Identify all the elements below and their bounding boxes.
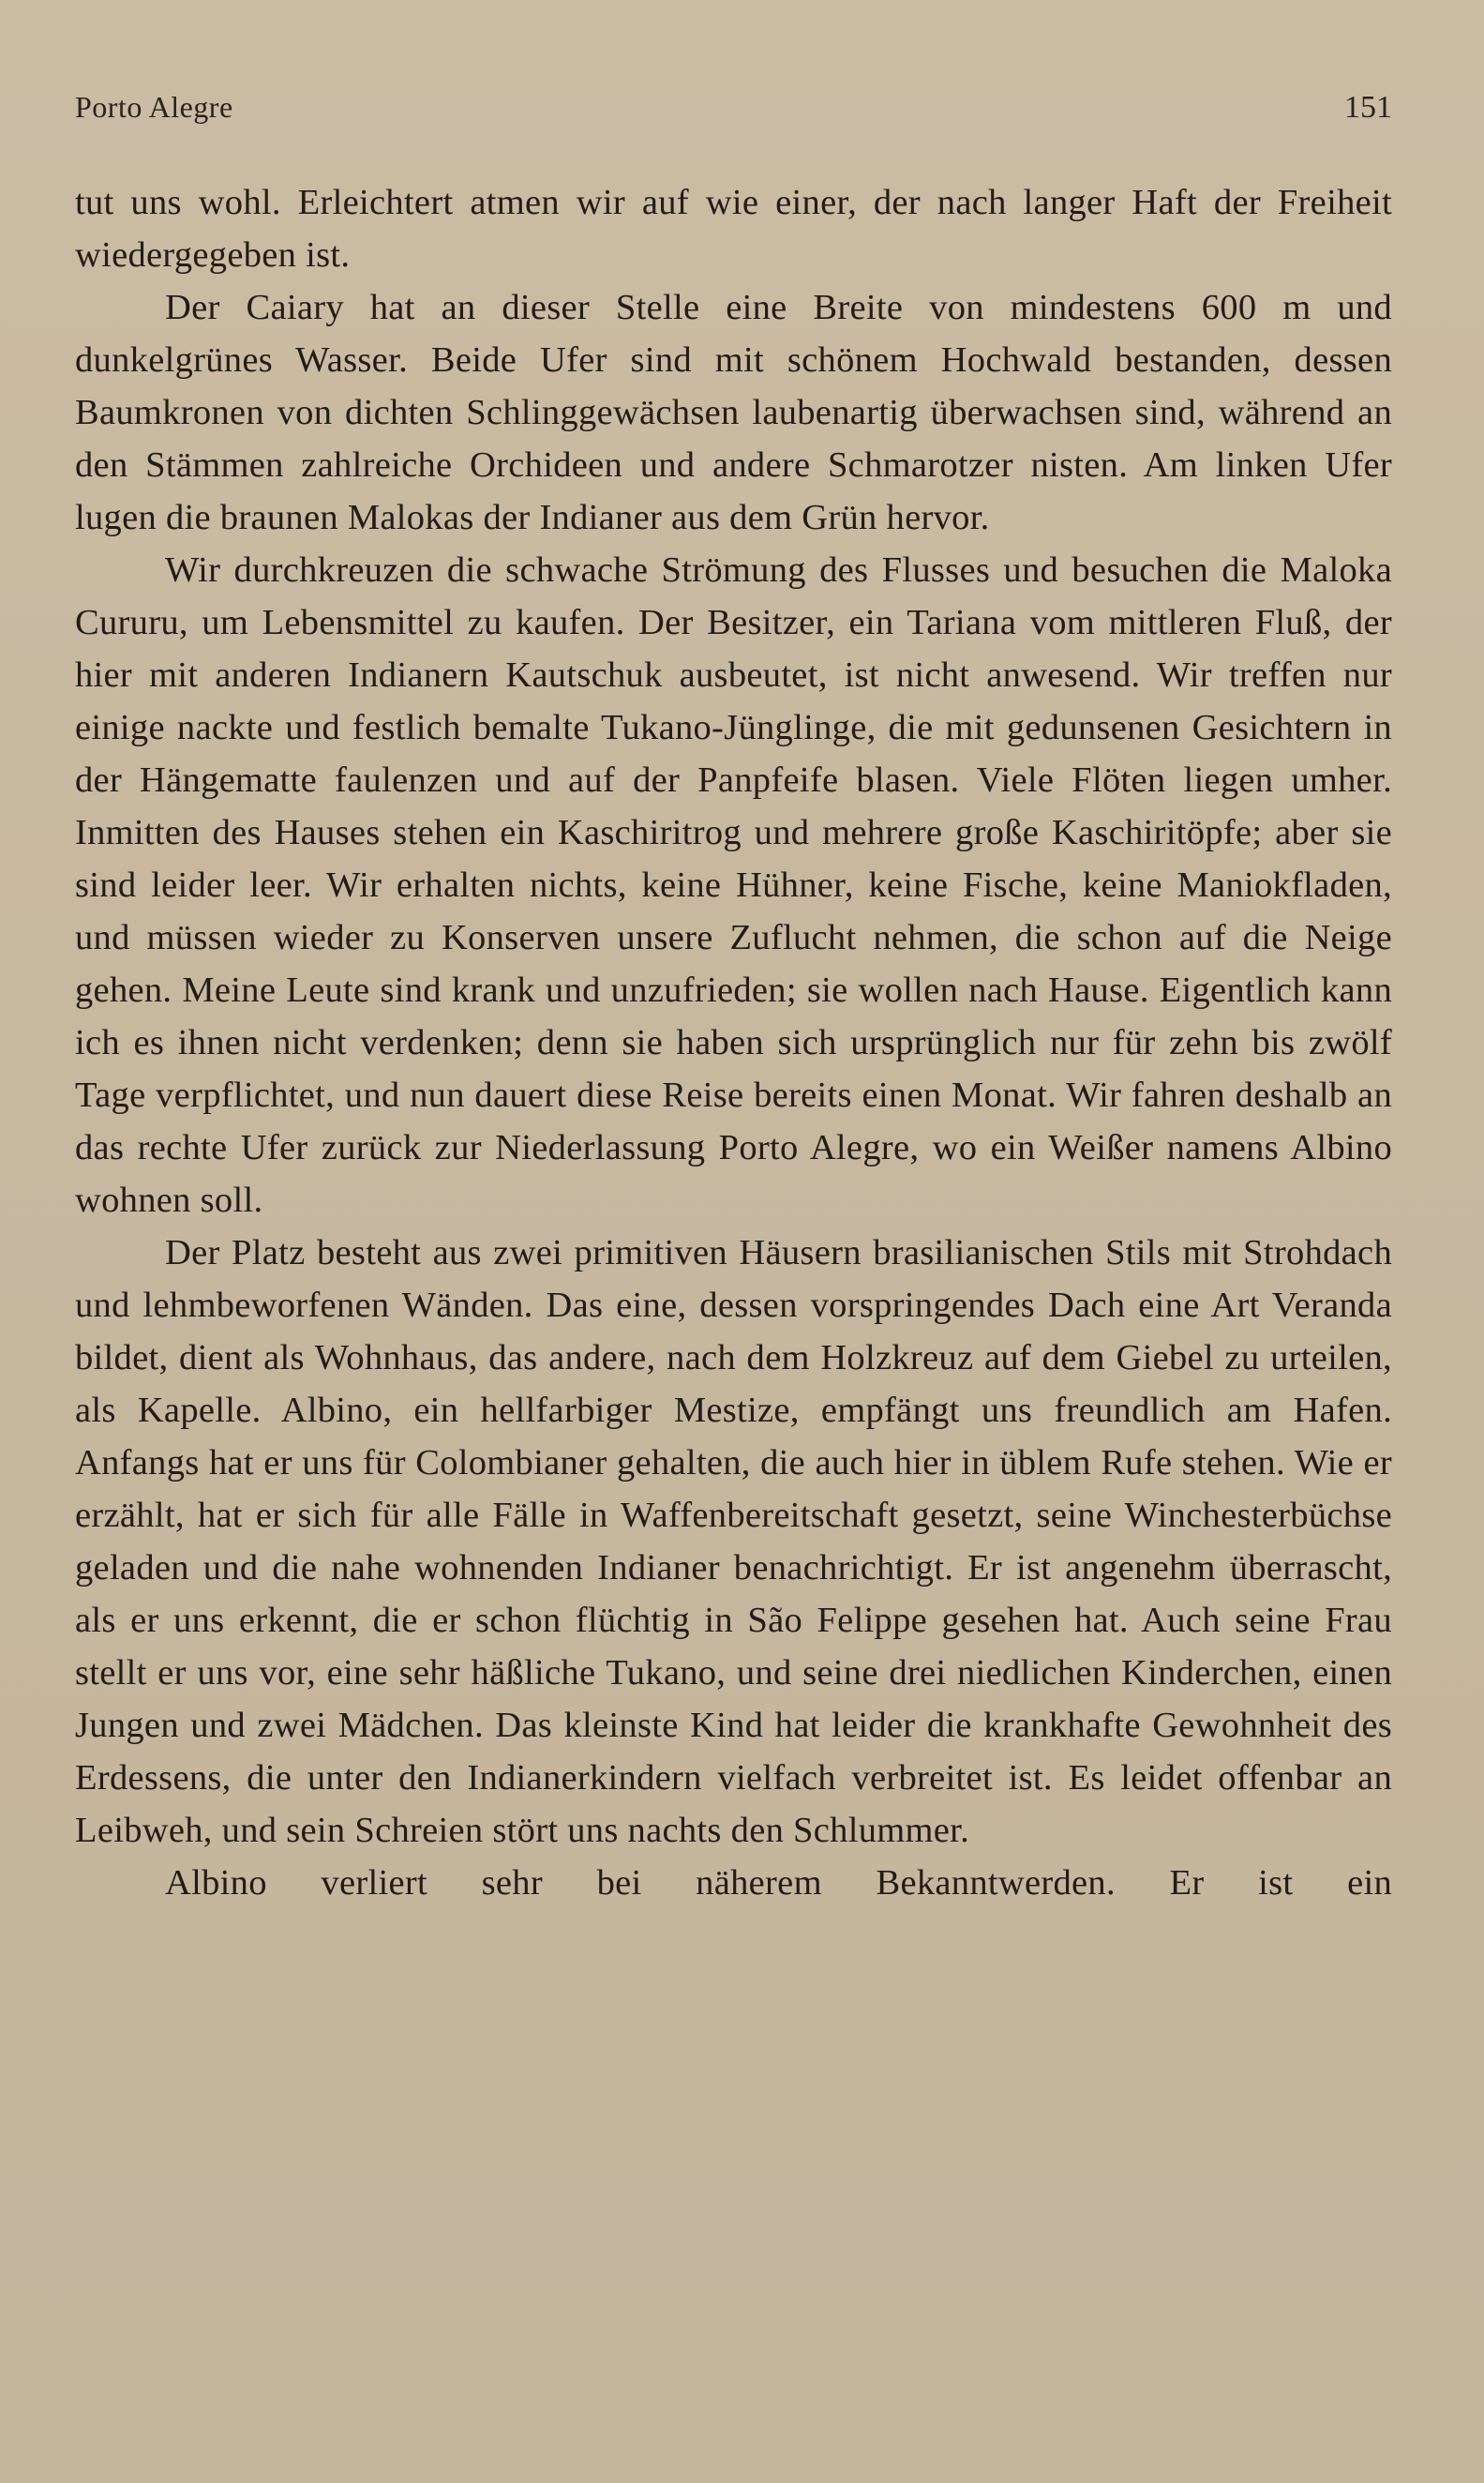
running-title: Porto Alegre: [75, 90, 233, 124]
running-head: [75, 90, 1392, 137]
paragraph-caiary: Der Caiary hat an dieser Stelle eine Breite von mindestens 600 m und dunkelgrünes Wasser. Beide Ufer sind mit schönem Hochwald bestanden, dessen Baumkronen von dichten Schlinggewächsen laubenartig überwachsen sind, während an den Stämmen zahlreiche Orchideen und andere Schmarotzer nisten. Am linken Ufer lugen die braunen Malokas der Indianer aus dem Grün hervor.: [75, 288, 1392, 537]
body-text: [75, 176, 1392, 1909]
paragraph-albino: Albino verliert sehr bei näherem Bekanntwerden. Er ist ein: [165, 1863, 1392, 1903]
paragraph-der-platz: Der Platz besteht aus zwei primitiven Häusern brasilianischen Stils mit Strohdach und lehmbeworfenen Wänden. Das eine, dessen vorspringendes Dach eine Art Veranda bildet, dient als Wohnhaus, das andere, nach dem Holzkreuz auf dem Giebel zu urteilen, als Kapelle. Albino, ein hellfarbiger Mestize, empfängt uns freundlich am Hafen. Anfangs hat er uns für Colombianer gehalten, die auch hier in üblem Rufe stehen. Wie er erzählt, hat er sich für alle Fälle in Waffenbereitschaft gesetzt, seine Winchesterbüchse geladen und die nahe wohnenden Indianer benachrichtigt. Er ist angenehm überrascht, als er uns erkennt, die er schon flüchtig in São Felippe gesehen hat. Auch seine Frau stellt er uns vor, eine sehr häßliche Tukano, und seine drei niedlichen Kinderchen, einen Jungen und zwei Mädchen. Das kleinste Kind hat leider die krankhafte Gewohnheit des Erdessens, die unter den Indianerkindern vielfach verbreitet ist. Es leidet offenbar an Leibweh, und sein Schreien stört uns nachts den Schlummer.: [75, 1233, 1392, 1850]
paragraph-maloka-cururu: Wir durchkreuzen die schwache Strömung des Flusses und besuchen die Maloka Cururu, um Lebensmittel zu kaufen. Der Besitzer, ein Tariana vom mittleren Fluß, der hier mit anderen Indianern Kautschuk ausbeutet, ist nicht anwesend. Wir treffen nur einige nackte und festlich bemalte Tukano-Jünglinge, die mit gedunsenen Gesichtern in der Hängematte faulenzen und auf der Panpfeife blasen. Viele Flöten liegen umher. Inmitten des Hauses stehen ein Kaschiritrog und mehrere große Kaschiritöpfe; aber sie sind leider leer. Wir erhalten nichts, keine Hühner, keine Fische, keine Maniokfladen, und müssen wieder zu Konserven unsere Zuflucht nehmen, die schon auf die Neige gehen. Meine Leute sind krank und unzufrieden; sie wollen nach Hause. Eigentlich kann ich es ihnen nicht verdenken; denn sie haben sich ursprünglich nur für zehn bis zwölf Tage verpflichtet, und nun dauert diese Reise bereits einen Monat. Wir fahren deshalb an das rechte Ufer zurück zur Niederlassung Porto Alegre, wo ein Weißer namens Albino wohnen soll.: [75, 550, 1392, 1220]
page-number: 151: [1344, 90, 1392, 125]
paragraph-continuation: tut uns wohl. Erleichtert atmen wir auf wie einer, der nach langer Haft der Freiheit wiedergegeben ist.: [75, 183, 1392, 275]
